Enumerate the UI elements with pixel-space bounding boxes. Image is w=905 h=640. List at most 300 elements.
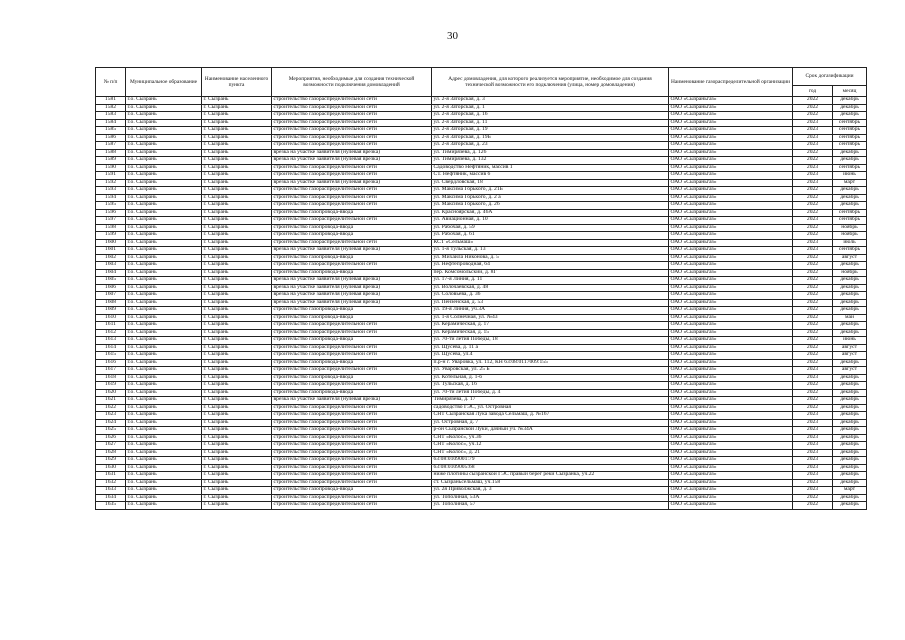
- row-month: декабрь: [833, 149, 867, 157]
- row-number: 1625: [96, 427, 126, 435]
- row-year: 2023: [793, 239, 833, 247]
- row-measure: строительство газопровода-ввода: [272, 209, 432, 217]
- row-settlement: г. Сызрань: [202, 254, 272, 262]
- row-month: декабрь: [833, 442, 867, 450]
- row-number: 1590: [96, 164, 126, 172]
- row-year: 2023: [793, 472, 833, 480]
- row-number: 1627: [96, 442, 126, 450]
- row-month: август: [833, 344, 867, 352]
- row-month: декабрь: [833, 329, 867, 337]
- row-address: ул. Тульская, д. 16: [432, 382, 669, 390]
- row-org: ОАО «Сызраньгаз»: [669, 172, 793, 180]
- row-year: 2023: [793, 487, 833, 495]
- row-settlement: г. Сызрань: [202, 97, 272, 105]
- row-address: СНТ «Колос», уч.36: [432, 434, 669, 442]
- row-address: ул. Волочаевская, д. 48: [432, 284, 669, 292]
- row-month: декабрь: [833, 449, 867, 457]
- row-month: июль: [833, 239, 867, 247]
- table-row: [96, 127, 867, 135]
- row-settlement: г. Сызрань: [202, 292, 272, 300]
- row-settlement: г. Сызрань: [202, 472, 272, 480]
- row-municipality: г.о. Сызрань: [126, 397, 202, 405]
- row-measure: строительство газораспределительной сети: [272, 194, 432, 202]
- row-org: ОАО «Сызраньгаз»: [669, 239, 793, 247]
- row-year: 2022: [793, 97, 833, 105]
- row-settlement: г. Сызрань: [202, 404, 272, 412]
- row-org: ОАО «Сызраньгаз»: [669, 232, 793, 240]
- table-row: [96, 367, 867, 375]
- row-measure: строительство газораспределительной сети: [272, 119, 432, 127]
- row-measure: строительство газопровода-ввода: [272, 224, 432, 232]
- row-address: ул. 1-я Тульская, д. 13: [432, 247, 669, 255]
- row-year: 2023: [793, 164, 833, 172]
- row-measure: строительство газораспределительной сети: [272, 434, 432, 442]
- row-address: ул. 2я Приволжская, д. 3: [432, 487, 669, 495]
- row-number: 1581: [96, 97, 126, 105]
- row-year: 2023: [793, 419, 833, 427]
- row-measure: врезка на участке заявителя (нулевая врезка): [272, 247, 432, 255]
- row-address: ул. Михаила Никонова, д. 5: [432, 254, 669, 262]
- row-month: декабрь: [833, 389, 867, 397]
- row-municipality: г.о. Сызрань: [126, 487, 202, 495]
- table-row: [96, 374, 867, 382]
- row-number: 1598: [96, 224, 126, 232]
- row-year: 2022: [793, 232, 833, 240]
- row-municipality: г.о. Сызрань: [126, 224, 202, 232]
- row-settlement: г. Сызрань: [202, 337, 272, 345]
- row-year: 2022: [793, 404, 833, 412]
- row-org: ОАО «Сызраньгаз»: [669, 457, 793, 465]
- row-number: 1630: [96, 464, 126, 472]
- row-settlement: г. Сызрань: [202, 314, 272, 322]
- row-org: ОАО «Сызраньгаз»: [669, 404, 793, 412]
- table-row: [96, 382, 867, 390]
- table-row: [96, 247, 867, 255]
- row-org: ОАО «Сызраньгаз»: [669, 254, 793, 262]
- row-address: р-он Сызранской Луки, дачный уч. №34А: [432, 427, 669, 435]
- row-address: ул. Керамическая, д. 15: [432, 329, 669, 337]
- row-settlement: г. Сызрань: [202, 194, 272, 202]
- row-number: 1604: [96, 269, 126, 277]
- row-year: 2022: [793, 209, 833, 217]
- row-address: п.р-н г. Уваровка, ул. 112, КН 63:08:0117009:155: [432, 359, 669, 367]
- row-month: декабрь: [833, 382, 867, 390]
- row-org: ОАО «Сызраньгаз»: [669, 374, 793, 382]
- row-municipality: г.о. Сызрань: [126, 179, 202, 187]
- row-address: СНТ «Колос», д. 21: [432, 449, 669, 457]
- row-year: 2023: [793, 217, 833, 225]
- row-org: ОАО «Сызраньгаз»: [669, 187, 793, 195]
- row-month: март: [833, 179, 867, 187]
- row-month: декабрь: [833, 284, 867, 292]
- row-measure: строительство газораспределительной сети: [272, 329, 432, 337]
- row-number: 1586: [96, 134, 126, 142]
- table-row: [96, 104, 867, 112]
- row-measure: строительство газораспределительной сети: [272, 112, 432, 120]
- row-settlement: г. Сызрань: [202, 179, 272, 187]
- row-address: 63:08:0109001:79: [432, 457, 669, 465]
- row-year: 2023: [793, 464, 833, 472]
- row-year: 2023: [793, 427, 833, 435]
- row-org: ОАО «Сызраньгаз»: [669, 224, 793, 232]
- row-address: Тимирязева, д. 17: [432, 397, 669, 405]
- row-year: 2022: [793, 269, 833, 277]
- row-month: декабрь: [833, 419, 867, 427]
- row-org: ОАО «Сызраньгаз»: [669, 142, 793, 150]
- row-month: сентябрь: [833, 217, 867, 225]
- table-row: [96, 314, 867, 322]
- row-number: 1635: [96, 502, 126, 510]
- row-org: ОАО «Сызраньгаз»: [669, 314, 793, 322]
- row-municipality: г.о. Сызрань: [126, 374, 202, 382]
- row-settlement: г. Сызрань: [202, 457, 272, 465]
- row-org: ОАО «Сызраньгаз»: [669, 419, 793, 427]
- row-municipality: г.о. Сызрань: [126, 142, 202, 150]
- row-settlement: г. Сызрань: [202, 239, 272, 247]
- row-year: 2022: [793, 202, 833, 210]
- row-org: ОАО «Сызраньгаз»: [669, 307, 793, 315]
- row-year: 2022: [793, 149, 833, 157]
- table-row: [96, 307, 867, 315]
- row-address: ул. Красноярская, д. 46А: [432, 209, 669, 217]
- header-month: месяц: [833, 86, 867, 97]
- row-month: март: [833, 487, 867, 495]
- table-row: [96, 344, 867, 352]
- row-municipality: г.о. Сызрань: [126, 382, 202, 390]
- row-month: декабрь: [833, 434, 867, 442]
- table-row: [96, 157, 867, 165]
- row-number: 1622: [96, 404, 126, 412]
- row-measure: строительство газораспределительной сети: [272, 427, 432, 435]
- table-row: [96, 464, 867, 472]
- row-year: 2023: [793, 434, 833, 442]
- table-body: [96, 97, 867, 510]
- row-address: ул. 2-я Заторская, д. 11: [432, 119, 669, 127]
- row-municipality: г.о. Сызрань: [126, 277, 202, 285]
- row-org: ОАО «Сызраньгаз»: [669, 194, 793, 202]
- row-month: декабрь: [833, 494, 867, 502]
- row-month: декабрь: [833, 457, 867, 465]
- row-org: ОАО «Сызраньгаз»: [669, 389, 793, 397]
- row-org: ОАО «Сызраньгаз»: [669, 269, 793, 277]
- row-address: садоводство ГЭС, ул. Островная: [432, 404, 669, 412]
- table-row: [96, 149, 867, 157]
- row-month: декабрь: [833, 104, 867, 112]
- row-address: СТ. Нефтяник, массив 6: [432, 172, 669, 180]
- row-measure: строительство газопровода-ввода: [272, 269, 432, 277]
- row-org: ОАО «Сызраньгаз»: [669, 502, 793, 510]
- row-address: СНТ «Колос», уч.12: [432, 442, 669, 450]
- row-number: 1612: [96, 329, 126, 337]
- row-municipality: г.о. Сызрань: [126, 202, 202, 210]
- row-org: ОАО «Сызраньгаз»: [669, 164, 793, 172]
- row-settlement: г. Сызрань: [202, 487, 272, 495]
- row-month: сентябрь: [833, 209, 867, 217]
- table-row: [96, 262, 867, 270]
- row-year: 2022: [793, 322, 833, 330]
- row-year: 2023: [793, 134, 833, 142]
- row-measure: строительство газораспределительной сети: [272, 239, 432, 247]
- row-measure: строительство газораспределительной сети: [272, 262, 432, 270]
- row-org: ОАО «Сызраньгаз»: [669, 202, 793, 210]
- row-org: ОАО «Сызраньгаз»: [669, 104, 793, 112]
- row-measure: строительство газораспределительной сети: [272, 142, 432, 150]
- row-settlement: г. Сызрань: [202, 494, 272, 502]
- row-number: 1629: [96, 457, 126, 465]
- page-number: 30: [447, 30, 458, 42]
- row-address: ул. Пензенская, д. 53: [432, 299, 669, 307]
- row-org: ОАО «Сызраньгаз»: [669, 277, 793, 285]
- row-address: ул. Свердловская, 18: [432, 179, 669, 187]
- header-measure: Мероприятия, необходимые для создания технической возможности подключения домовладений: [272, 68, 432, 97]
- row-year: 2023: [793, 247, 833, 255]
- table-row: [96, 487, 867, 495]
- row-municipality: г.о. Сызрань: [126, 449, 202, 457]
- table-row: [96, 269, 867, 277]
- table-row: [96, 329, 867, 337]
- row-address: ул. 2-я Заторская, д. 19: [432, 127, 669, 135]
- row-address: КСТ «Сельмаш»: [432, 239, 669, 247]
- row-year: 2023: [793, 172, 833, 180]
- row-org: ОАО «Сызраньгаз»: [669, 157, 793, 165]
- row-municipality: г.о. Сызрань: [126, 134, 202, 142]
- row-settlement: г. Сызрань: [202, 127, 272, 135]
- row-measure: строительство газораспределительной сети: [272, 187, 432, 195]
- row-settlement: г. Сызрань: [202, 172, 272, 180]
- row-measure: строительство газопровода-ввода: [272, 314, 432, 322]
- row-settlement: г. Сызрань: [202, 412, 272, 420]
- row-address: ул. Рабочая, д. 59: [432, 224, 669, 232]
- row-address: ул. 2-я Заторская, д. 3: [432, 97, 669, 105]
- row-year: 2022: [793, 292, 833, 300]
- row-measure: строительство газораспределительной сети: [272, 419, 432, 427]
- row-municipality: г.о. Сызрань: [126, 209, 202, 217]
- row-settlement: г. Сызрань: [202, 307, 272, 315]
- table-row: [96, 337, 867, 345]
- row-municipality: г.о. Сызрань: [126, 254, 202, 262]
- table-row: [96, 419, 867, 427]
- row-number: 1621: [96, 397, 126, 405]
- row-municipality: г.о. Сызрань: [126, 322, 202, 330]
- row-number: 1617: [96, 367, 126, 375]
- row-number: 1633: [96, 487, 126, 495]
- row-municipality: г.о. Сызрань: [126, 262, 202, 270]
- row-year: 2022: [793, 262, 833, 270]
- row-org: ОАО «Сызраньгаз»: [669, 449, 793, 457]
- table-row: [96, 284, 867, 292]
- row-year: 2022: [793, 329, 833, 337]
- row-number: 1599: [96, 232, 126, 240]
- row-year: 2022: [793, 284, 833, 292]
- row-org: ОАО «Сызраньгаз»: [669, 149, 793, 157]
- row-org: ОАО «Сызраньгаз»: [669, 179, 793, 187]
- row-settlement: г. Сызрань: [202, 142, 272, 150]
- row-month: декабрь: [833, 502, 867, 510]
- row-municipality: г.о. Сызрань: [126, 344, 202, 352]
- row-municipality: г.о. Сызрань: [126, 412, 202, 420]
- table-row: [96, 254, 867, 262]
- row-number: 1606: [96, 284, 126, 292]
- row-month: сентябрь: [833, 119, 867, 127]
- row-municipality: г.о. Сызрань: [126, 479, 202, 487]
- row-settlement: г. Сызрань: [202, 352, 272, 360]
- row-year: 2023: [793, 179, 833, 187]
- row-month: август: [833, 367, 867, 375]
- row-year: 2022: [793, 307, 833, 315]
- row-month: май: [833, 314, 867, 322]
- row-measure: строительство газораспределительной сети: [272, 494, 432, 502]
- table-row: [96, 472, 867, 480]
- row-settlement: г. Сызрань: [202, 464, 272, 472]
- row-month: декабрь: [833, 397, 867, 405]
- row-address: ст. Сызраньсельмаш, уч.158: [432, 479, 669, 487]
- row-measure: строительство газораспределительной сети: [272, 404, 432, 412]
- row-address: ул. 2-я Заторская, д. 16: [432, 112, 669, 120]
- row-address: ул. 70-ти летия Победы, д. 4: [432, 389, 669, 397]
- row-org: ОАО «Сызраньгаз»: [669, 127, 793, 135]
- row-month: июнь: [833, 172, 867, 180]
- row-measure: врезка на участке заявителя (нулевая врезка): [272, 179, 432, 187]
- row-org: ОАО «Сызраньгаз»: [669, 494, 793, 502]
- row-address: ул. 70-ти летия Победы, 18: [432, 337, 669, 345]
- row-settlement: г. Сызрань: [202, 479, 272, 487]
- row-settlement: г. Сызрань: [202, 202, 272, 210]
- row-number: 1631: [96, 472, 126, 480]
- row-number: 1609: [96, 307, 126, 315]
- row-measure: врезка на участке заявителя (нулевая врезка): [272, 284, 432, 292]
- row-org: ОАО «Сызраньгаз»: [669, 464, 793, 472]
- row-year: 2023: [793, 449, 833, 457]
- row-org: ОАО «Сызраньгаз»: [669, 367, 793, 375]
- row-org: ОАО «Сызраньгаз»: [669, 472, 793, 480]
- row-settlement: г. Сызрань: [202, 187, 272, 195]
- table-row: [96, 299, 867, 307]
- row-address: ул. 2-я Заторская, д. 19Б: [432, 134, 669, 142]
- row-org: ОАО «Сызраньгаз»: [669, 337, 793, 345]
- row-number: 1588: [96, 149, 126, 157]
- row-number: 1623: [96, 412, 126, 420]
- row-municipality: г.о. Сызрань: [126, 127, 202, 135]
- row-number: 1594: [96, 194, 126, 202]
- row-measure: строительство газопровода-ввода: [272, 337, 432, 345]
- row-settlement: г. Сызрань: [202, 209, 272, 217]
- row-org: ОАО «Сызраньгаз»: [669, 292, 793, 300]
- row-year: 2023: [793, 127, 833, 135]
- row-settlement: г. Сызрань: [202, 329, 272, 337]
- row-year: 2022: [793, 397, 833, 405]
- row-number: 1613: [96, 337, 126, 345]
- row-month: сентябрь: [833, 164, 867, 172]
- row-measure: строительство газораспределительной сети: [272, 104, 432, 112]
- row-settlement: г. Сызрань: [202, 299, 272, 307]
- table-row: [96, 502, 867, 510]
- row-number: 1593: [96, 187, 126, 195]
- row-address: 63:08:0109005:68: [432, 464, 669, 472]
- row-address: ул. Максима Горького, д. 2 а: [432, 194, 669, 202]
- row-number: 1634: [96, 494, 126, 502]
- table-row: [96, 479, 867, 487]
- row-measure: строительство газораспределительной сети: [272, 322, 432, 330]
- row-month: ноябрь: [833, 224, 867, 232]
- row-org: ОАО «Сызраньгаз»: [669, 382, 793, 390]
- row-year: 2022: [793, 254, 833, 262]
- row-settlement: г. Сызрань: [202, 359, 272, 367]
- row-measure: строительство газораспределительной сети: [272, 164, 432, 172]
- row-settlement: г. Сызрань: [202, 277, 272, 285]
- row-measure: врезка на участке заявителя (нулевая врезка): [272, 299, 432, 307]
- row-municipality: г.о. Сызрань: [126, 119, 202, 127]
- row-address: ул. Тимирязева, д. 126: [432, 149, 669, 157]
- row-address: ул. 2-я Заторская, д. 23: [432, 142, 669, 150]
- table-row: [96, 119, 867, 127]
- gasification-table: [95, 67, 867, 510]
- row-month: декабрь: [833, 307, 867, 315]
- row-measure: строительство газораспределительной сети: [272, 464, 432, 472]
- row-measure: строительство газопровода-ввода: [272, 359, 432, 367]
- row-year: 2022: [793, 382, 833, 390]
- row-measure: строительство газораспределительной сети: [272, 472, 432, 480]
- row-municipality: г.о. Сызрань: [126, 404, 202, 412]
- row-municipality: г.о. Сызрань: [126, 419, 202, 427]
- row-org: ОАО «Сызраньгаз»: [669, 352, 793, 360]
- row-number: 1584: [96, 119, 126, 127]
- row-month: декабрь: [833, 292, 867, 300]
- row-number: 1608: [96, 299, 126, 307]
- row-settlement: г. Сызрань: [202, 247, 272, 255]
- table-row: [96, 217, 867, 225]
- row-month: август: [833, 352, 867, 360]
- row-year: 2022: [793, 494, 833, 502]
- row-settlement: г. Сызрань: [202, 344, 272, 352]
- header-settlement: Наименование населенного пункта: [202, 68, 272, 97]
- row-address: ул. 19-я Линия, уч.3А: [432, 307, 669, 315]
- row-municipality: г.о. Сызрань: [126, 194, 202, 202]
- row-municipality: г.о. Сызрань: [126, 164, 202, 172]
- row-month: декабрь: [833, 322, 867, 330]
- row-number: 1583: [96, 112, 126, 120]
- row-number: 1611: [96, 322, 126, 330]
- row-measure: врезка на участке заявителя (нулевая врезка): [272, 149, 432, 157]
- table-row: [96, 434, 867, 442]
- row-settlement: г. Сызрань: [202, 112, 272, 120]
- row-municipality: г.о. Сызрань: [126, 502, 202, 510]
- table-row: [96, 352, 867, 360]
- row-settlement: г. Сызрань: [202, 164, 272, 172]
- row-municipality: г.о. Сызрань: [126, 427, 202, 435]
- row-month: сентябрь: [833, 247, 867, 255]
- row-year: 2023: [793, 119, 833, 127]
- row-settlement: г. Сызрань: [202, 217, 272, 225]
- table-row: [96, 179, 867, 187]
- table-row: [96, 239, 867, 247]
- row-number: 1585: [96, 127, 126, 135]
- row-measure: строительство газораспределительной сети: [272, 127, 432, 135]
- row-month: сентябрь: [833, 134, 867, 142]
- row-measure: строительство газораспределительной сети: [272, 449, 432, 457]
- row-settlement: г. Сызрань: [202, 232, 272, 240]
- row-year: 2022: [793, 502, 833, 510]
- row-year: 2023: [793, 442, 833, 450]
- row-month: декабрь: [833, 464, 867, 472]
- row-address: ул. Соловьева, д. 36: [432, 292, 669, 300]
- table-header: [96, 68, 867, 97]
- row-year: 2022: [793, 112, 833, 120]
- row-year: 2022: [793, 314, 833, 322]
- row-address: СНТ Сызранская Лука завода Сельмаш, д. №167: [432, 412, 669, 420]
- row-org: ОАО «Сызраньгаз»: [669, 322, 793, 330]
- row-number: 1602: [96, 254, 126, 262]
- table-row: [96, 427, 867, 435]
